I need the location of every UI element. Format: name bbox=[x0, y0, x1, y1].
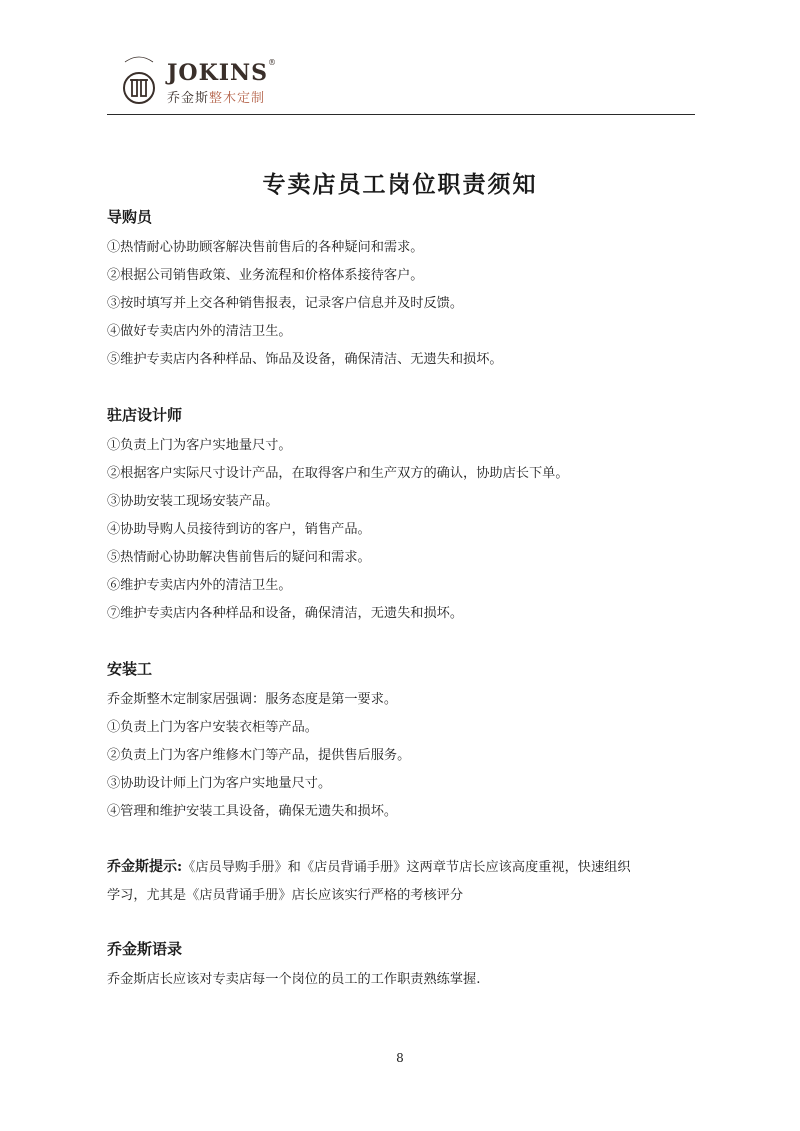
page-header bbox=[107, 50, 695, 112]
list-item: ③按时填写并上交各种销售报表，记录客户信息并及时反馈。 bbox=[107, 296, 464, 311]
header-divider bbox=[107, 114, 695, 115]
section-heading-installer: 安装工 bbox=[107, 660, 153, 678]
list-item: ①热情耐心协助顾客解决售前售后的各种疑问和需求。 bbox=[107, 240, 424, 255]
list-item: ②根据客户实际尺寸设计产品，在取得客户和生产双方的确认，协助店长下单。 bbox=[107, 466, 569, 481]
list-item: ②负责上门为客户维修木门等产品，提供售后服务。 bbox=[107, 748, 411, 763]
tip-paragraph bbox=[107, 856, 631, 876]
list-item: 乔金斯整木定制家居强调：服务态度是第一要求。 bbox=[107, 692, 398, 707]
section-heading-quote: 乔金斯语录 bbox=[107, 940, 183, 958]
list-item: ⑥维护专卖店内外的清洁卫生。 bbox=[107, 578, 292, 593]
jokins-logo-icon bbox=[119, 50, 159, 108]
tip-text-line2: 学习，尤其是《店员背诵手册》店长应该实行严格的考核评分 bbox=[107, 888, 464, 903]
list-item: ③协助设计师上门为客户实地量尺寸。 bbox=[107, 776, 332, 791]
list-item: ①负责上门为客户实地量尺寸。 bbox=[107, 438, 292, 453]
brand-name-cn-accent: 整木定制 bbox=[209, 91, 266, 106]
list-item: ②根据公司销售政策、业务流程和价格体系接待客户。 bbox=[107, 268, 424, 283]
tip-label: 乔金斯提示: bbox=[107, 859, 183, 875]
tip-text-line1: 《店员导购手册》和《店员背诵手册》这两章节店长应该高度重视，快速组织 bbox=[182, 860, 631, 875]
brand-name-cn-main: 乔金斯 bbox=[167, 91, 210, 106]
quote-text: 乔金斯店长应该对专卖店每一个岗位的员工的工作职责熟练掌握. bbox=[107, 972, 481, 987]
list-item: ③协助安装工现场安装产品。 bbox=[107, 494, 279, 509]
list-item: ④做好专卖店内外的清洁卫生。 bbox=[107, 324, 292, 339]
brand-name-en: JOKINS® bbox=[167, 58, 277, 86]
section-heading-designer: 驻店设计师 bbox=[107, 406, 183, 424]
list-item: ④管理和维护安装工具设备，确保无遗失和损坏。 bbox=[107, 804, 398, 819]
section-heading-sales: 导购员 bbox=[107, 208, 153, 226]
list-item: ④协助导购人员接待到访的客户，销售产品。 bbox=[107, 522, 371, 537]
list-item: ⑦维护专卖店内各种样品和设备，确保清洁，无遗失和损坏。 bbox=[107, 606, 464, 621]
page-title: 专卖店员工岗位职责须知 bbox=[262, 171, 538, 198]
registered-mark: ® bbox=[267, 58, 277, 67]
page-number: 8 bbox=[396, 1051, 404, 1065]
list-item: ⑤热情耐心协助解决售前售后的疑问和需求。 bbox=[107, 550, 371, 565]
list-item: ①负责上门为客户安装衣柜等产品。 bbox=[107, 720, 318, 735]
brand-name-cn bbox=[167, 87, 265, 106]
list-item: ⑤维护专卖店内各种样品、饰品及设备，确保清洁、无遗失和损坏。 bbox=[107, 352, 503, 367]
